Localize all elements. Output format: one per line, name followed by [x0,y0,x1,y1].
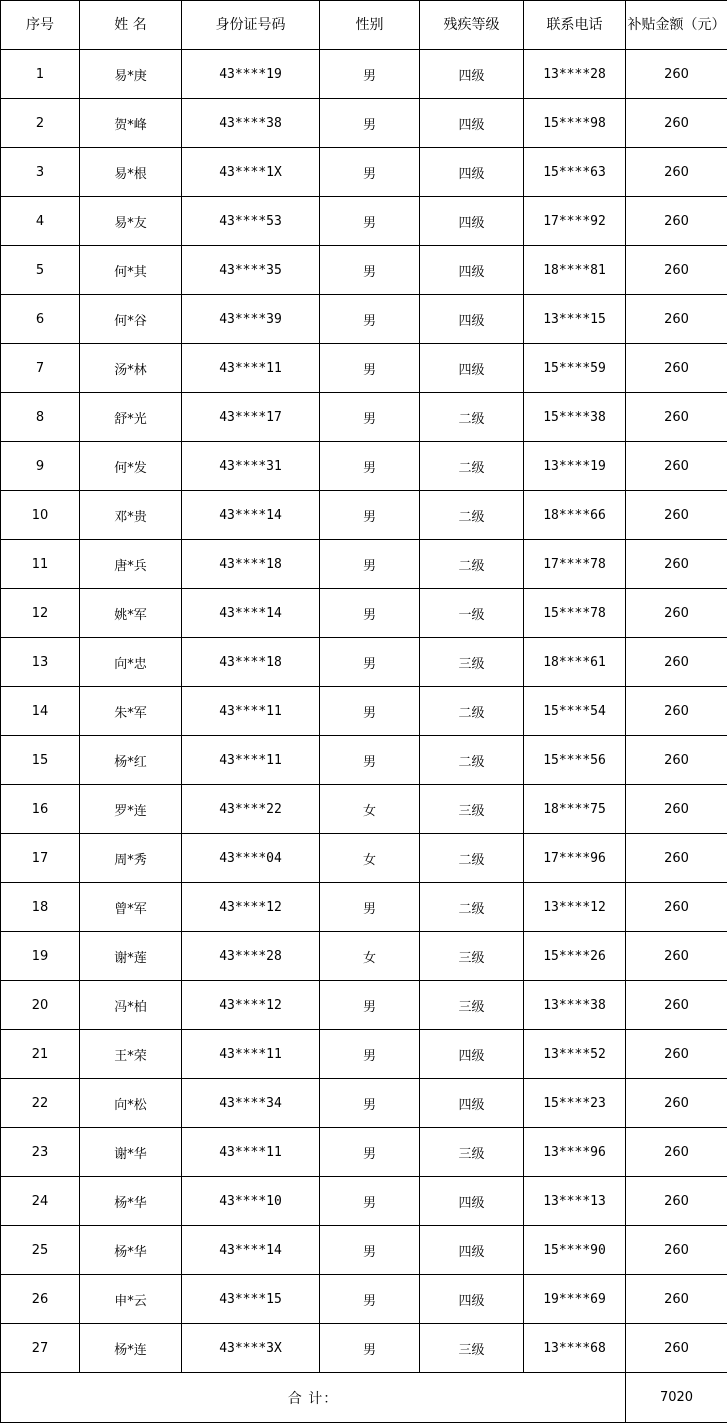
cell-id: 43****11 [182,687,320,736]
cell-gender: 男 [320,1275,420,1324]
table-row [1,442,727,491]
cell-phone: 18****66 [524,491,626,540]
cell-id: 43****11 [182,1030,320,1079]
table-row [1,1275,727,1324]
cell-id: 43****1X [182,148,320,197]
cell-id: 43****3X [182,1324,320,1373]
cell-gender: 男 [320,197,420,246]
cell-gender: 男 [320,344,420,393]
cell-level: 二级 [420,491,524,540]
cell-seq: 10 [1,491,80,540]
cell-phone: 17****92 [524,197,626,246]
cell-level: 二级 [420,687,524,736]
cell-amount: 260 [626,246,727,295]
cell-seq: 15 [1,736,80,785]
table-row [1,834,727,883]
cell-phone: 17****78 [524,540,626,589]
cell-amount: 260 [626,442,727,491]
cell-id: 43****34 [182,1079,320,1128]
cell-amount: 260 [626,1079,727,1128]
cell-amount: 260 [626,344,727,393]
cell-seq: 3 [1,148,80,197]
cell-seq: 23 [1,1128,80,1177]
cell-id: 43****53 [182,197,320,246]
cell-gender: 男 [320,99,420,148]
cell-gender: 男 [320,50,420,99]
cell-phone: 18****81 [524,246,626,295]
cell-seq: 7 [1,344,80,393]
cell-name: 谢*莲 [80,932,182,981]
cell-phone: 13****28 [524,50,626,99]
cell-phone: 17****96 [524,834,626,883]
cell-amount: 260 [626,785,727,834]
cell-amount: 260 [626,491,727,540]
table-row [1,638,727,687]
cell-level: 二级 [420,540,524,589]
table-row [1,99,727,148]
cell-level: 四级 [420,197,524,246]
cell-gender: 男 [320,1030,420,1079]
cell-seq: 4 [1,197,80,246]
cell-phone: 15****90 [524,1226,626,1275]
cell-id: 43****11 [182,344,320,393]
cell-amount: 260 [626,295,727,344]
cell-amount: 260 [626,736,727,785]
cell-amount: 260 [626,148,727,197]
table-row [1,1177,727,1226]
table-row [1,736,727,785]
cell-gender: 男 [320,148,420,197]
cell-level: 四级 [420,99,524,148]
cell-id: 43****12 [182,883,320,932]
total-row [1,1373,727,1423]
cell-name: 杨*红 [80,736,182,785]
table-row [1,1226,727,1275]
cell-id: 43****11 [182,736,320,785]
cell-phone: 13****38 [524,981,626,1030]
cell-phone: 15****59 [524,344,626,393]
table-row [1,148,727,197]
cell-level: 四级 [420,1177,524,1226]
cell-name: 冯*柏 [80,981,182,1030]
cell-phone: 18****61 [524,638,626,687]
cell-gender: 男 [320,981,420,1030]
cell-amount: 260 [626,99,727,148]
cell-seq: 2 [1,99,80,148]
header-seq: 序号 [1,1,80,50]
cell-amount: 260 [626,687,727,736]
table-row [1,246,727,295]
table-row [1,540,727,589]
cell-seq: 9 [1,442,80,491]
cell-phone: 15****23 [524,1079,626,1128]
cell-name: 何*谷 [80,295,182,344]
cell-amount: 260 [626,1226,727,1275]
header-phone: 联系电话 [524,1,626,50]
cell-gender: 男 [320,589,420,638]
cell-amount: 260 [626,1324,727,1373]
table-row [1,1128,727,1177]
cell-name: 易*庚 [80,50,182,99]
cell-id: 43****17 [182,393,320,442]
cell-gender: 男 [320,393,420,442]
total-amount: 7020 [626,1373,727,1423]
header-amount: 补贴金额（元） [626,1,727,50]
cell-id: 43****22 [182,785,320,834]
cell-seq: 12 [1,589,80,638]
cell-phone: 15****98 [524,99,626,148]
cell-id: 43****31 [182,442,320,491]
header-id: 身份证号码 [182,1,320,50]
cell-seq: 18 [1,883,80,932]
cell-phone: 13****19 [524,442,626,491]
cell-id: 43****39 [182,295,320,344]
table-row [1,295,727,344]
table-body [1,50,727,1373]
total-label: 合 计： [1,1373,626,1423]
table-row [1,687,727,736]
cell-level: 三级 [420,981,524,1030]
cell-amount: 260 [626,638,727,687]
cell-seq: 8 [1,393,80,442]
cell-level: 四级 [420,295,524,344]
cell-id: 43****18 [182,540,320,589]
cell-seq: 1 [1,50,80,99]
cell-level: 三级 [420,785,524,834]
cell-gender: 男 [320,295,420,344]
cell-level: 四级 [420,1226,524,1275]
cell-phone: 13****68 [524,1324,626,1373]
cell-id: 43****38 [182,99,320,148]
cell-seq: 6 [1,295,80,344]
cell-name: 何*其 [80,246,182,295]
cell-seq: 13 [1,638,80,687]
cell-level: 二级 [420,736,524,785]
cell-id: 43****14 [182,1226,320,1275]
cell-gender: 男 [320,883,420,932]
cell-level: 四级 [420,246,524,295]
table-row [1,491,727,540]
table-row [1,883,727,932]
cell-name: 向*忠 [80,638,182,687]
cell-phone: 15****38 [524,393,626,442]
cell-name: 杨*华 [80,1226,182,1275]
cell-phone: 15****78 [524,589,626,638]
cell-name: 朱*军 [80,687,182,736]
cell-id: 43****04 [182,834,320,883]
cell-id: 43****14 [182,491,320,540]
cell-gender: 男 [320,638,420,687]
cell-name: 杨*华 [80,1177,182,1226]
cell-gender: 女 [320,785,420,834]
header-gender: 性别 [320,1,420,50]
header-name: 姓 名 [80,1,182,50]
table-row [1,393,727,442]
table-row [1,785,727,834]
cell-id: 43****28 [182,932,320,981]
cell-level: 四级 [420,148,524,197]
cell-id: 43****19 [182,50,320,99]
cell-level: 二级 [420,393,524,442]
cell-seq: 19 [1,932,80,981]
cell-seq: 11 [1,540,80,589]
cell-phone: 18****75 [524,785,626,834]
cell-phone: 13****52 [524,1030,626,1079]
cell-name: 周*秀 [80,834,182,883]
header-level: 残疾等级 [420,1,524,50]
cell-seq: 25 [1,1226,80,1275]
cell-level: 三级 [420,1324,524,1373]
cell-amount: 260 [626,932,727,981]
cell-phone: 13****96 [524,1128,626,1177]
cell-name: 贺*峰 [80,99,182,148]
table-row [1,197,727,246]
cell-phone: 15****63 [524,148,626,197]
cell-phone: 15****54 [524,687,626,736]
cell-phone: 19****69 [524,1275,626,1324]
cell-gender: 男 [320,491,420,540]
cell-amount: 260 [626,50,727,99]
cell-gender: 男 [320,1324,420,1373]
cell-name: 王*荣 [80,1030,182,1079]
cell-amount: 260 [626,883,727,932]
cell-amount: 260 [626,1177,727,1226]
cell-gender: 女 [320,932,420,981]
cell-level: 四级 [420,1079,524,1128]
cell-level: 二级 [420,834,524,883]
cell-name: 邓*贵 [80,491,182,540]
cell-level: 三级 [420,932,524,981]
table-row [1,1030,727,1079]
cell-id: 43****18 [182,638,320,687]
cell-amount: 260 [626,1128,727,1177]
cell-gender: 男 [320,1128,420,1177]
cell-id: 43****14 [182,589,320,638]
cell-phone: 15****26 [524,932,626,981]
table-row [1,589,727,638]
cell-level: 二级 [420,442,524,491]
cell-amount: 260 [626,1275,727,1324]
cell-name: 易*友 [80,197,182,246]
cell-id: 43****12 [182,981,320,1030]
cell-amount: 260 [626,834,727,883]
cell-seq: 27 [1,1324,80,1373]
cell-name: 易*根 [80,148,182,197]
cell-seq: 26 [1,1275,80,1324]
table-row [1,1324,727,1373]
cell-id: 43****10 [182,1177,320,1226]
cell-gender: 男 [320,687,420,736]
cell-name: 杨*连 [80,1324,182,1373]
cell-id: 43****35 [182,246,320,295]
cell-name: 谢*华 [80,1128,182,1177]
cell-level: 二级 [420,883,524,932]
cell-phone: 15****56 [524,736,626,785]
cell-gender: 男 [320,442,420,491]
cell-seq: 16 [1,785,80,834]
cell-name: 舒*光 [80,393,182,442]
cell-seq: 24 [1,1177,80,1226]
cell-gender: 男 [320,1079,420,1128]
cell-phone: 13****12 [524,883,626,932]
cell-gender: 男 [320,1226,420,1275]
table-row [1,932,727,981]
cell-level: 四级 [420,1275,524,1324]
cell-seq: 17 [1,834,80,883]
cell-name: 曾*军 [80,883,182,932]
cell-level: 四级 [420,50,524,99]
cell-amount: 260 [626,589,727,638]
header-row [1,1,727,50]
cell-name: 申*云 [80,1275,182,1324]
cell-level: 三级 [420,638,524,687]
cell-gender: 男 [320,736,420,785]
cell-name: 罗*连 [80,785,182,834]
cell-seq: 22 [1,1079,80,1128]
cell-level: 三级 [420,1128,524,1177]
cell-name: 姚*军 [80,589,182,638]
cell-id: 43****15 [182,1275,320,1324]
cell-name: 唐*兵 [80,540,182,589]
cell-gender: 男 [320,246,420,295]
cell-phone: 13****15 [524,295,626,344]
cell-seq: 21 [1,1030,80,1079]
cell-amount: 260 [626,197,727,246]
cell-phone: 13****13 [524,1177,626,1226]
cell-name: 汤*林 [80,344,182,393]
table-row [1,981,727,1030]
cell-level: 四级 [420,344,524,393]
cell-id: 43****11 [182,1128,320,1177]
table-row [1,1079,727,1128]
cell-level: 四级 [420,1030,524,1079]
cell-gender: 男 [320,1177,420,1226]
cell-amount: 260 [626,981,727,1030]
cell-gender: 男 [320,540,420,589]
cell-name: 向*松 [80,1079,182,1128]
cell-seq: 20 [1,981,80,1030]
table-row [1,50,727,99]
table-row [1,344,727,393]
cell-amount: 260 [626,393,727,442]
cell-name: 何*发 [80,442,182,491]
cell-amount: 260 [626,1030,727,1079]
cell-seq: 5 [1,246,80,295]
cell-level: 一级 [420,589,524,638]
cell-amount: 260 [626,540,727,589]
cell-seq: 14 [1,687,80,736]
cell-gender: 女 [320,834,420,883]
